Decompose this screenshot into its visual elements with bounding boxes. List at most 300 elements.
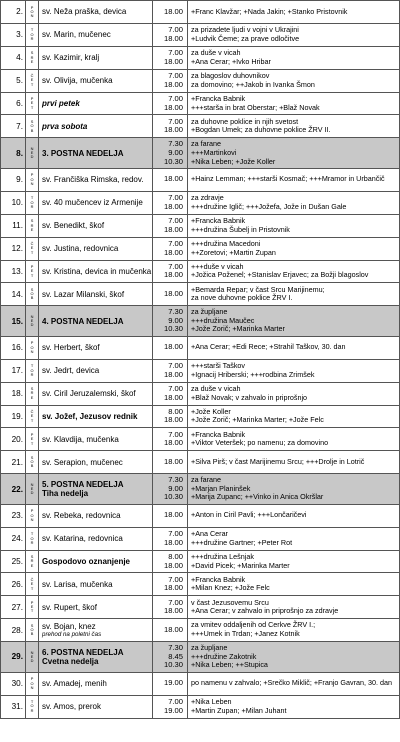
day-number: 5. — [1, 69, 26, 92]
mass-time: 18.00 — [163, 247, 183, 257]
feast-title: sv. Rebeka, redovnica — [42, 511, 121, 521]
day-number: 11. — [1, 214, 26, 237]
feast-name — [39, 527, 153, 550]
intention: +++starši Taškov — [191, 360, 245, 370]
intention: +++družine Gartner; +Peter Rot — [191, 537, 293, 547]
day-number: 9. — [1, 168, 26, 191]
weekday-label: Č E T — [26, 237, 39, 260]
feast-name — [39, 428, 153, 451]
mass-intentions — [188, 642, 400, 673]
feast-name — [39, 92, 153, 115]
mass-time: 18.00 — [163, 456, 183, 466]
mass-intentions — [188, 92, 400, 115]
weekday-label: S R E — [26, 214, 39, 237]
mass-intentions — [188, 550, 400, 573]
mass-time: 18.00 — [163, 392, 183, 402]
mass-time: 7.30 — [168, 642, 183, 652]
intention: za nove duhovne poklice ŽRV I. — [191, 293, 293, 303]
feast-title: sv. Marin, mučenec — [42, 30, 111, 40]
feast-title: sv. Jožef, Jezusov rednik — [42, 411, 138, 421]
day-number: 7. — [1, 115, 26, 138]
day-row — [1, 191, 400, 214]
mass-time: 7.30 — [168, 138, 183, 148]
day-number: 17. — [1, 359, 26, 382]
intention: +Francka Babnik — [191, 429, 246, 439]
intention: +++starša in brat Oberstar; +Blaž Novak — [191, 102, 320, 112]
feast-name — [39, 596, 153, 619]
day-row — [1, 573, 400, 596]
weekday-label: P E T — [26, 260, 39, 283]
feast-title: sv. Amos, prerok — [42, 702, 101, 712]
intention: za farane — [191, 138, 221, 148]
mass-times — [153, 283, 188, 306]
intention: +Ana Cerar — [191, 528, 228, 538]
mass-time: 18.00 — [163, 510, 183, 520]
mass-time: 7.00 — [168, 215, 183, 225]
mass-time: 7.00 — [168, 429, 183, 439]
weekday-label: T O R — [26, 191, 39, 214]
mass-time: 7.00 — [168, 383, 183, 393]
mass-intentions — [188, 428, 400, 451]
day-row — [1, 504, 400, 527]
day-row — [1, 260, 400, 283]
intention: +Jože Zorič; +Marinka Marter; +Jože Felc — [191, 415, 324, 425]
mass-time: 18.00 — [163, 583, 183, 593]
mass-time: 18.00 — [163, 201, 183, 211]
weekday-label: Č E T — [26, 573, 39, 596]
mass-times — [153, 474, 188, 505]
sunday-row — [1, 138, 400, 169]
intention: +Francka Babnik — [191, 574, 246, 584]
weekday-label: T O R — [26, 23, 39, 46]
feast-title: sv. Neža praška, devica — [42, 7, 127, 17]
intention: +Jožica Poženel; +Stanislav Erjavec; za Božji blagoslov — [191, 270, 369, 280]
intention: za prizadete ljudi v vojni v Ukrajini — [191, 25, 299, 35]
mass-intentions — [188, 260, 400, 283]
weekday-label: S R E — [26, 46, 39, 69]
day-number: 22. — [1, 474, 26, 505]
feast-title: sv. 40 mučencev iz Armenije — [42, 198, 143, 208]
sunday-row — [1, 306, 400, 337]
mass-time: 18.00 — [163, 33, 183, 43]
day-number: 29. — [1, 642, 26, 673]
mass-time: 18.00 — [163, 288, 183, 298]
mass-time: 7.00 — [168, 360, 183, 370]
weekday-label: S R E — [26, 550, 39, 573]
weekday-label: P O N — [26, 1, 39, 24]
mass-time: 18.00 — [163, 174, 183, 184]
feast-title: sv. Kristina, devica in mučenka — [42, 266, 152, 276]
mass-intentions — [188, 336, 400, 359]
day-number: 31. — [1, 695, 26, 718]
day-number: 23. — [1, 504, 26, 527]
mass-intentions — [188, 695, 400, 718]
feast-title: sv. Rupert, škof — [42, 602, 97, 612]
intention: +Martin Zupan; +Milan Juhant — [191, 705, 287, 715]
sunday-row — [1, 474, 400, 505]
mass-intentions — [188, 619, 400, 642]
feast-title: sv. Lazar Milanski, škof — [42, 289, 125, 299]
mass-intentions — [188, 115, 400, 138]
feast-title: sv. Bojan, knez — [42, 622, 96, 632]
intention: +Silva Pirš; v čast Marijinemu Srcu; +++Drolje in Lotrič — [191, 456, 365, 466]
mass-times — [153, 214, 188, 237]
intention: +Nika Leben — [191, 696, 232, 706]
weekday-label: S O B — [26, 619, 39, 642]
day-row — [1, 283, 400, 306]
mass-intentions — [188, 69, 400, 92]
feast-name — [39, 359, 153, 382]
mass-times — [153, 306, 188, 337]
day-number: 6. — [1, 92, 26, 115]
mass-times — [153, 92, 188, 115]
mass-time: 18.00 — [163, 369, 183, 379]
mass-time: 18.00 — [163, 270, 183, 280]
day-number: 24. — [1, 527, 26, 550]
intention: +Ana Cerar; +Ivko Hribar — [191, 56, 271, 66]
intention: +++družina Lešnjak — [191, 551, 254, 561]
feast-title: sv. Serapion, mučenec — [42, 457, 123, 467]
mass-time: 7.00 — [168, 261, 183, 271]
mass-time: 9.00 — [168, 315, 183, 325]
intention: +Nika Leben; ++Stupica — [191, 660, 268, 670]
intention: za farane — [191, 474, 221, 484]
intention: +Marjan Planinšek — [191, 483, 251, 493]
intention: po namenu v zahvalo; +Srečko Miklič; +Franjo Gavran, 30. dan — [191, 678, 392, 688]
feast-name — [39, 191, 153, 214]
mass-intentions — [188, 504, 400, 527]
mass-times — [153, 642, 188, 673]
feast-name — [39, 1, 153, 24]
intention: +Ignacij Hriberski; +++rodbina Zrimšek — [191, 369, 315, 379]
weekday-label: P E T — [26, 596, 39, 619]
feast-title: sv. Amadej, menih — [42, 679, 107, 689]
mass-time: 18.00 — [163, 624, 183, 634]
weekday-label: P E T — [26, 428, 39, 451]
day-number: 15. — [1, 306, 26, 337]
mass-time: 9.00 — [168, 147, 183, 157]
feast-name — [39, 69, 153, 92]
intention: +Nika Leben; +Jože Koller — [191, 156, 276, 166]
day-row — [1, 115, 400, 138]
feast-subtitle: Tiha nedelja — [42, 489, 89, 499]
weekday-label: P O N — [26, 336, 39, 359]
day-number: 19. — [1, 405, 26, 428]
mass-intentions — [188, 672, 400, 695]
feast-title: prvi petek — [42, 99, 80, 108]
mass-times — [153, 138, 188, 169]
mass-time: 8.45 — [168, 651, 183, 661]
mass-time: 7.00 — [168, 116, 183, 126]
mass-time: 7.00 — [168, 528, 183, 538]
feast-name — [39, 283, 153, 306]
mass-time: 18.00 — [163, 438, 183, 448]
mass-intentions — [188, 138, 400, 169]
mass-time: 7.00 — [168, 47, 183, 57]
intention: za duhovne poklice in njih svetost — [191, 116, 299, 126]
mass-times — [153, 527, 188, 550]
intention: +Francka Babnik — [191, 215, 246, 225]
intention: +Milan Knez; +Jože Felc — [191, 583, 270, 593]
weekday-label: N E D — [26, 642, 39, 673]
day-row — [1, 527, 400, 550]
mass-intentions — [188, 191, 400, 214]
mass-time: 18.00 — [163, 606, 183, 616]
day-row — [1, 428, 400, 451]
feast-title: 4. POSTNA NEDELJA — [42, 316, 124, 326]
mass-times — [153, 550, 188, 573]
day-row — [1, 695, 400, 718]
mass-intentions — [188, 474, 400, 505]
day-number: 28. — [1, 619, 26, 642]
feast-name — [39, 504, 153, 527]
weekday-label: P O N — [26, 672, 39, 695]
weekday-label: Č E T — [26, 69, 39, 92]
intention: +++družina Šubelj in Pristovnik — [191, 224, 290, 234]
feast-name — [39, 451, 153, 474]
mass-intentions — [188, 46, 400, 69]
feast-name — [39, 474, 153, 505]
feast-name — [39, 138, 153, 169]
intention: +Ludvik Čeme; za prave odločitve — [191, 33, 300, 43]
feast-title: sv. Klavdija, mučenka — [42, 434, 119, 444]
intention: +Ana Cerar; v zahvalo in priprošnjo za zdravje — [191, 606, 339, 616]
mass-intentions — [188, 573, 400, 596]
day-number: 21. — [1, 451, 26, 474]
mass-intentions — [188, 382, 400, 405]
mass-time: 7.00 — [168, 70, 183, 80]
intention: +Franc Klavžar; +Nada Jakin; +Stanko Pristovnik — [191, 6, 348, 16]
mass-time: 19.00 — [163, 678, 183, 688]
intention: +Bemarda Repar; v čast Srcu Marijinemu; — [191, 284, 325, 294]
mass-times — [153, 23, 188, 46]
feast-title: sv. Herbert, škof — [42, 343, 100, 353]
mass-time: 18.00 — [163, 56, 183, 66]
weekday-label: T O R — [26, 359, 39, 382]
mass-times — [153, 504, 188, 527]
feast-title: sv. Kazimir, kralj — [42, 53, 100, 63]
mass-time: 18.00 — [163, 224, 183, 234]
weekday-label: S O B — [26, 451, 39, 474]
feast-name — [39, 550, 153, 573]
mass-intentions — [188, 405, 400, 428]
day-number: 27. — [1, 596, 26, 619]
mass-intentions — [188, 283, 400, 306]
feast-name — [39, 695, 153, 718]
day-row — [1, 23, 400, 46]
feast-title: sv. Larisa, mučenka — [42, 579, 113, 589]
mass-time: 18.00 — [163, 415, 183, 425]
feast-title: Gospodovo oznanjenje — [42, 557, 131, 567]
mass-times — [153, 428, 188, 451]
weekday-label: N E D — [26, 306, 39, 337]
intention: +Blaž Novak; v zahvalo in priprošnjo — [191, 392, 308, 402]
mass-times — [153, 359, 188, 382]
mass-times — [153, 672, 188, 695]
weekday-label: S R E — [26, 382, 39, 405]
mass-times — [153, 237, 188, 260]
day-number: 4. — [1, 46, 26, 69]
intention: +++Martinkovi — [191, 147, 237, 157]
day-row — [1, 237, 400, 260]
intention: ++Zoretovi; +Martin Zupan — [191, 247, 276, 257]
weekday-label: P O N — [26, 168, 39, 191]
mass-time: 18.00 — [163, 342, 183, 352]
mass-times — [153, 619, 188, 642]
day-number: 30. — [1, 672, 26, 695]
weekday-label: T O R — [26, 527, 39, 550]
day-row — [1, 359, 400, 382]
intention: +++družine Zakotnik — [191, 651, 257, 661]
mass-times — [153, 695, 188, 718]
feast-subtitle: Cvetna nedelja — [42, 656, 99, 666]
mass-time: 7.00 — [168, 25, 183, 35]
intention: za župljane — [191, 642, 228, 652]
feast-name — [39, 46, 153, 69]
mass-time: 7.30 — [168, 306, 183, 316]
intention: za vmitev oddaljenih od Cerkve ŽRV I.; — [191, 620, 316, 630]
intention: za zdravje — [191, 192, 224, 202]
feast-title: sv. Jedrt, devica — [42, 366, 100, 376]
intention: +++družina Macedoni — [191, 238, 261, 248]
weekday-label: S O B — [26, 283, 39, 306]
feast-name — [39, 619, 153, 642]
feast-name — [39, 23, 153, 46]
mass-time: 18.00 — [163, 6, 183, 16]
intention: za blagoslov duhovnikov — [191, 70, 270, 80]
mass-time: 18.00 — [163, 537, 183, 547]
feast-name — [39, 336, 153, 359]
weekday-label: P O N — [26, 504, 39, 527]
mass-time: 10.30 — [163, 660, 183, 670]
mass-times — [153, 336, 188, 359]
weekday-label: Č E T — [26, 405, 39, 428]
day-number: 16. — [1, 336, 26, 359]
day-number: 20. — [1, 428, 26, 451]
weekday-label: N E D — [26, 474, 39, 505]
feast-title: sv. Olivija, mučenka — [42, 76, 113, 86]
day-number: 13. — [1, 260, 26, 283]
day-row — [1, 92, 400, 115]
day-row — [1, 619, 400, 642]
day-number: 12. — [1, 237, 26, 260]
weekday-label: P E T — [26, 92, 39, 115]
mass-times — [153, 168, 188, 191]
mass-times — [153, 405, 188, 428]
mass-time: 7.30 — [168, 474, 183, 484]
feast-name — [39, 214, 153, 237]
mass-time: 10.30 — [163, 492, 183, 502]
day-row — [1, 1, 400, 24]
mass-time: 18.00 — [163, 125, 183, 135]
day-row — [1, 405, 400, 428]
intention: +Jože Zorič; +Marinka Marter — [191, 324, 285, 334]
mass-time: 10.30 — [163, 156, 183, 166]
intention: +Viktor Veteršek; po namenu; za domovino — [191, 438, 329, 448]
day-row — [1, 336, 400, 359]
mass-intentions — [188, 237, 400, 260]
mass-time: 8.00 — [168, 406, 183, 416]
mass-time: 18.00 — [163, 560, 183, 570]
mass-times — [153, 115, 188, 138]
mass-times — [153, 573, 188, 596]
intention: +++družine Iglič; +++Jožefa, Jože in Dušan Gale — [191, 201, 347, 211]
day-row — [1, 672, 400, 695]
mass-time: 19.00 — [163, 705, 183, 715]
feast-title: sv. Katarina, redovnica — [42, 534, 123, 544]
feast-name — [39, 306, 153, 337]
mass-times — [153, 260, 188, 283]
mass-times — [153, 596, 188, 619]
mass-times — [153, 1, 188, 24]
intention: +Hainz Lemman; +++starši Kosmač; +++Mramor in Urbančič — [191, 174, 385, 184]
intention: za duše v vicah — [191, 383, 241, 393]
mass-time: 10.30 — [163, 324, 183, 334]
feast-name — [39, 405, 153, 428]
mass-intentions — [188, 359, 400, 382]
mass-intentions — [188, 596, 400, 619]
sunday-row — [1, 642, 400, 673]
intention: +++družina Maučec — [191, 315, 255, 325]
day-number: 25. — [1, 550, 26, 573]
intention: za župljane — [191, 306, 228, 316]
feast-subtitle: prehod na poletni čas — [42, 631, 102, 639]
day-row — [1, 596, 400, 619]
weekday-label: S O B — [26, 115, 39, 138]
intention: za domovino; ++Jakob in Ivanka Šmon — [191, 79, 315, 89]
mass-time: 7.00 — [168, 238, 183, 248]
mass-time: 7.00 — [168, 696, 183, 706]
day-row — [1, 451, 400, 474]
intention: +Ana Cerar; +Edi Rece; +Strahil Taškov, 30. dan — [191, 342, 346, 352]
intention: +Bogdan Umek; za duhovne poklice ŽRV II. — [191, 125, 331, 135]
intention: +++duše v vicah — [191, 261, 244, 271]
day-row — [1, 46, 400, 69]
weekday-label: N E D — [26, 138, 39, 169]
intention: +David Picek; +Marinka Marter — [191, 560, 290, 570]
mass-time: 8.00 — [168, 551, 183, 561]
day-row — [1, 69, 400, 92]
feast-name — [39, 672, 153, 695]
mass-time: 7.00 — [168, 93, 183, 103]
mass-times — [153, 69, 188, 92]
day-number: 10. — [1, 191, 26, 214]
feast-title: prva sobota — [42, 121, 88, 131]
mass-intentions — [188, 168, 400, 191]
day-number: 3. — [1, 23, 26, 46]
mass-time: 7.00 — [168, 192, 183, 202]
intention: v čast Jezusovemu Srcu — [191, 597, 269, 607]
intention: +Anton in Ciril Pavli; +++Lončaričevi — [191, 510, 307, 520]
intention: +Jože Koller — [191, 406, 231, 416]
feast-name — [39, 573, 153, 596]
intention: +Francka Babnik — [191, 93, 246, 103]
day-number: 26. — [1, 573, 26, 596]
mass-times — [153, 191, 188, 214]
mass-intentions — [188, 451, 400, 474]
feast-title: sv. Frančiška Rimska, redov. — [42, 175, 144, 185]
weekday-label: T O R — [26, 695, 39, 718]
mass-intentions — [188, 1, 400, 24]
mass-times — [153, 451, 188, 474]
day-row — [1, 168, 400, 191]
day-number: 18. — [1, 382, 26, 405]
feast-title: 3. POSTNA NEDELJA — [42, 148, 124, 158]
day-row — [1, 382, 400, 405]
day-row — [1, 550, 400, 573]
mass-time: 18.00 — [163, 79, 183, 89]
feast-title: sv. Benedikt, škof — [42, 221, 105, 231]
